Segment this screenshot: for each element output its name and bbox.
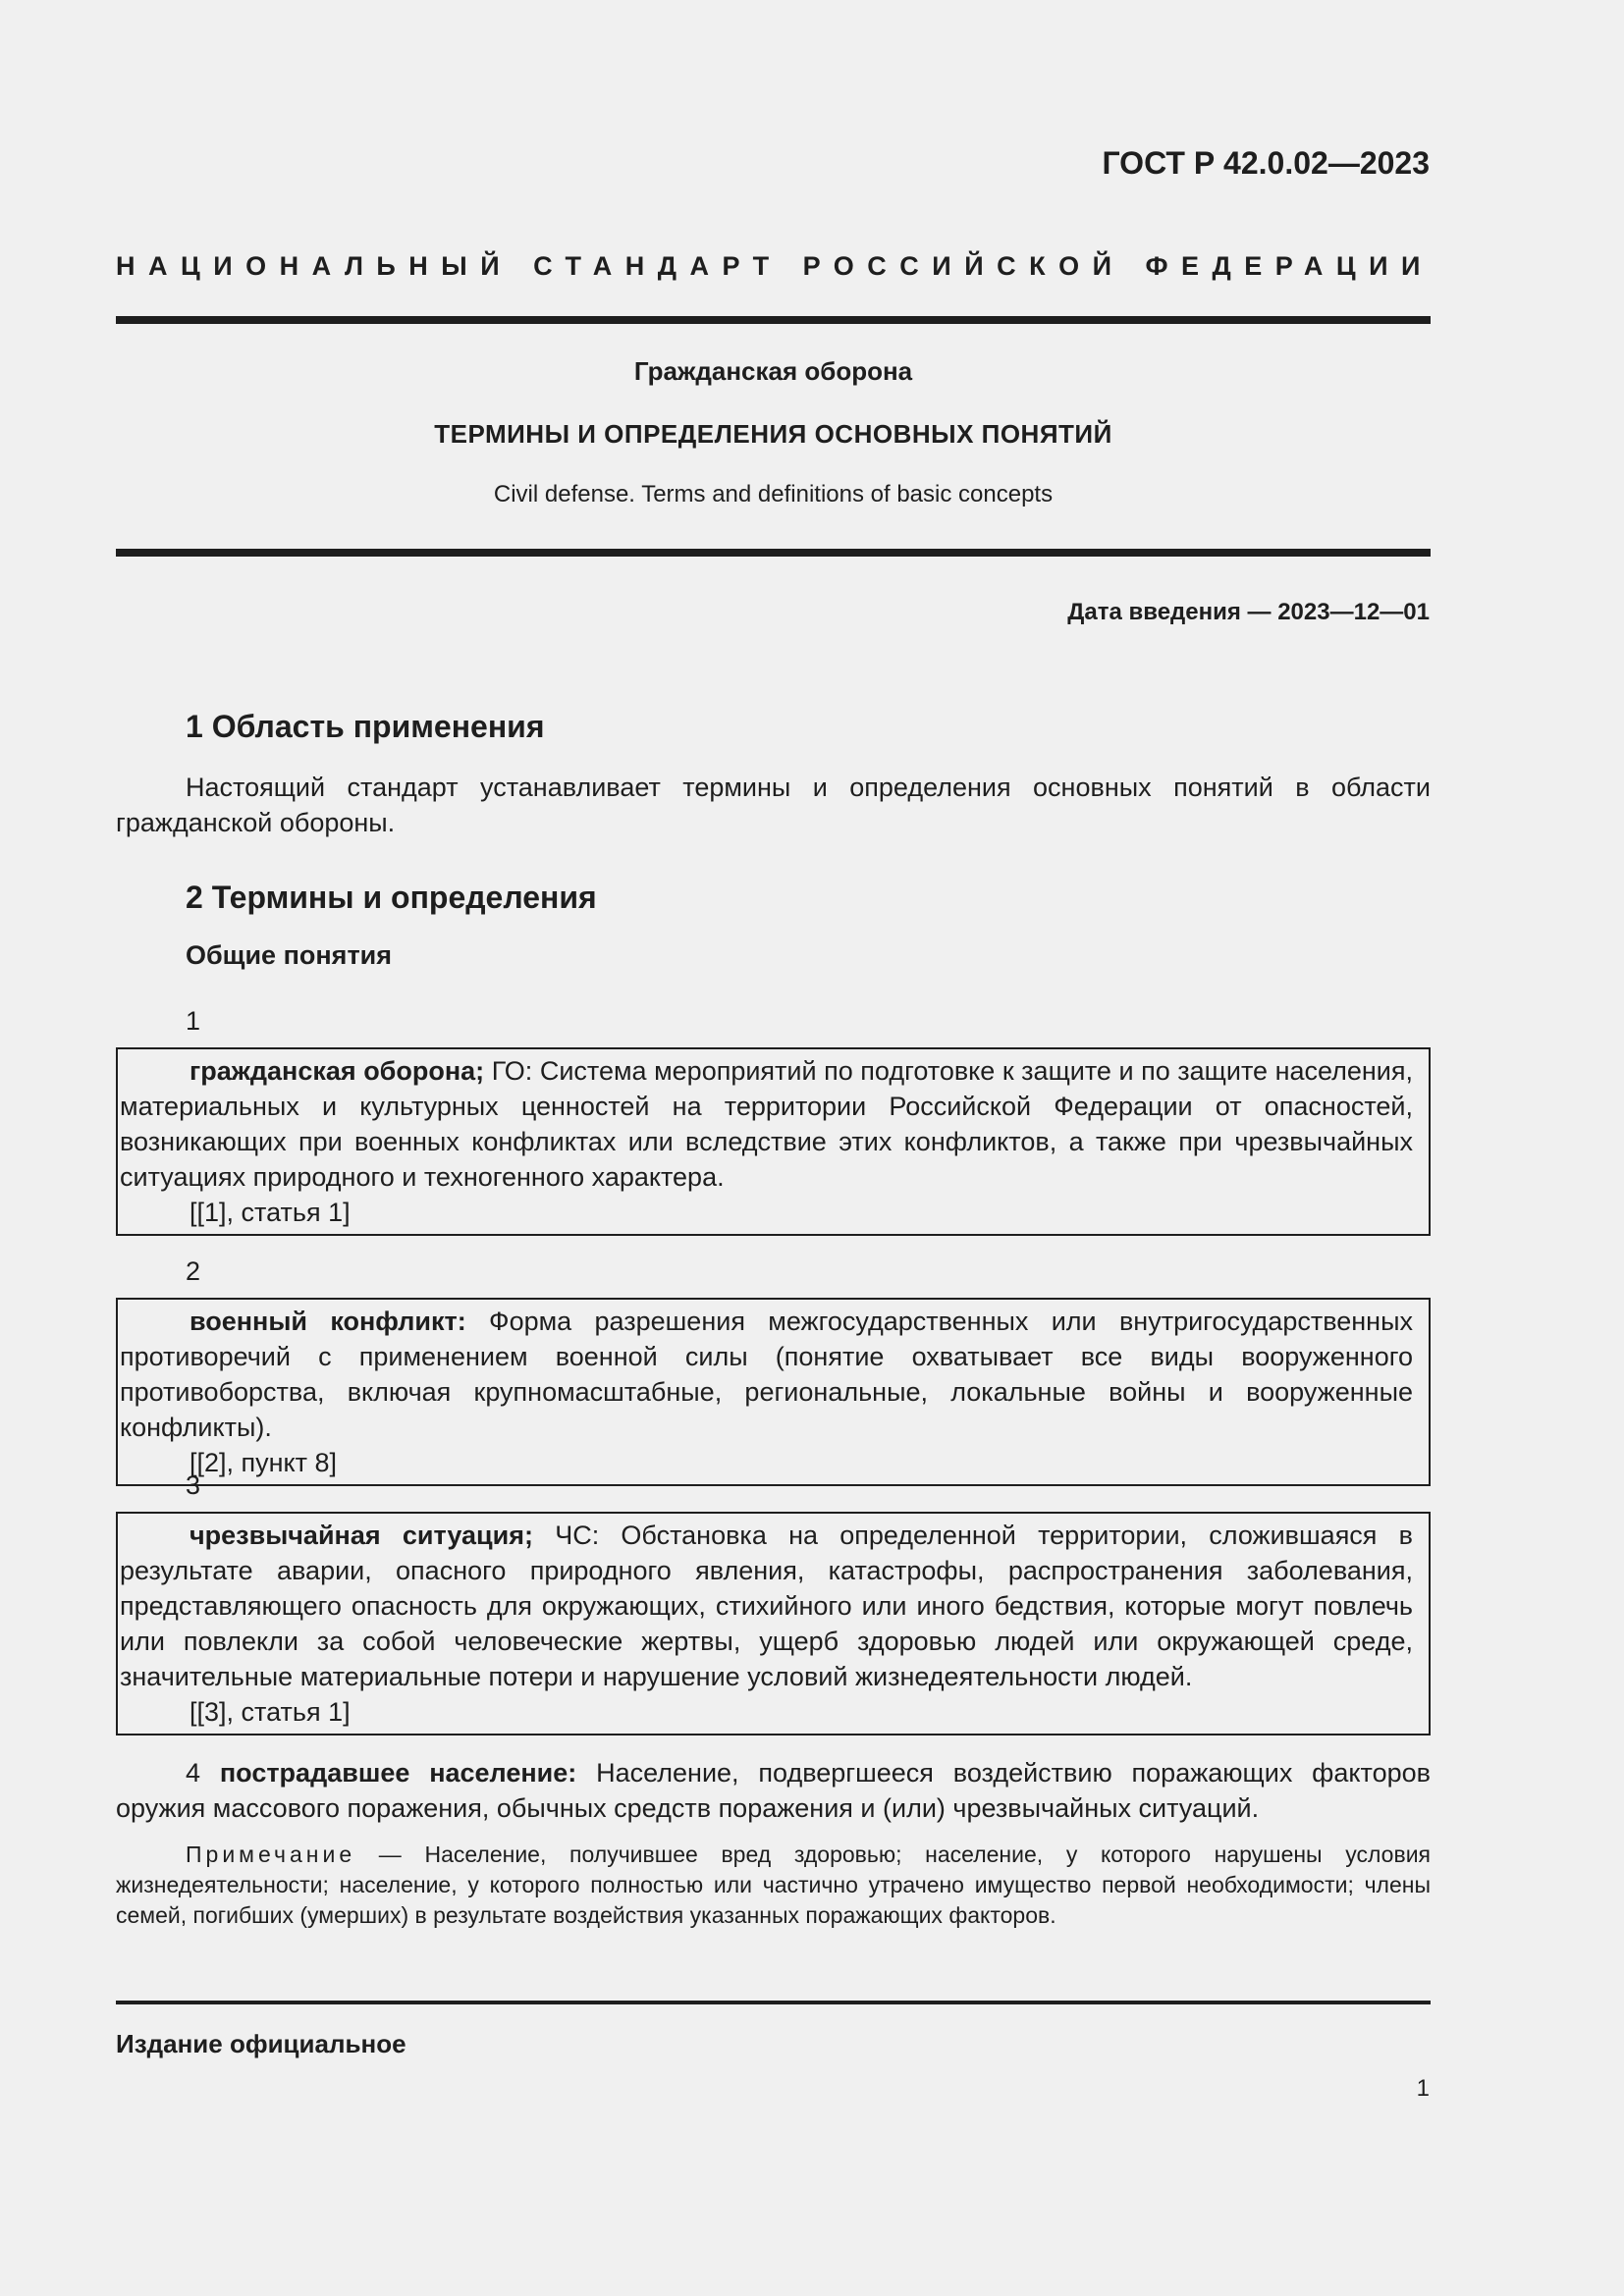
general-concepts-subheading: Общие понятия <box>186 940 393 970</box>
section-1-heading: 1 Область применения <box>186 709 545 744</box>
definition-text: Форма разрешения межгосударственных или внутригосударственных противоречий с применением военной силы (понятие охватывает все виды вооруженного противоборства, включая крупномасштабные, региональные, локальные войны и вооруженные конфликты). <box>120 1307 1413 1442</box>
term-name: чрезвычайная ситуация; <box>189 1521 533 1550</box>
term-reference: [[1], статья 1] <box>189 1198 351 1227</box>
term-definition <box>120 1518 1413 1694</box>
term-reference: [[3], статья 1] <box>189 1697 351 1727</box>
national-standard-label: НАЦИОНАЛЬНЫЙ СТАНДАРТ РОССИЙСКОЙ ФЕДЕРАЦИИ <box>116 251 1434 281</box>
definition-text: ГО: Система мероприятий по подготовке к защите и по защите населения, материальных и культурных ценностей на территории Российской Федерации от опасностей, возникающих при военных конфликтах или вследствие этих конфликтов, а также при чрезвычайных ситуациях природного и техногенного характера. <box>120 1056 1413 1192</box>
term-name: военный конфликт: <box>189 1307 466 1336</box>
term-definition <box>120 1304 1413 1445</box>
subject-title: Гражданская оборона <box>633 356 913 386</box>
main-title: ТЕРМИНЫ И ОПРЕДЕЛЕНИЯ ОСНОВНЫХ ПОНЯТИЙ <box>434 419 1112 449</box>
section-2-heading: 2 Термины и определения <box>186 880 597 915</box>
section-1-text: Настоящий стандарт устанавливает термины и определения основных понятий в области гражданской обороны. <box>116 773 1431 837</box>
term-reference: [[2], пункт 8] <box>189 1448 338 1477</box>
term-box <box>116 1298 1431 1486</box>
term-name: пострадавшее население: <box>219 1758 577 1788</box>
term-number: 2 <box>186 1256 201 1286</box>
footer-rule <box>116 2001 1431 2004</box>
term-box <box>116 1512 1431 1735</box>
page-number: 1 <box>1416 2075 1430 2102</box>
edition-label: Издание официальное <box>116 2029 406 2058</box>
definition-text: ЧС: Обстановка на определенной территории, сложившаяся в результате аварии, опасного природного явления, катастрофы, распространения заболевания, представляющего опасность для окружающих, стихийного или иного бедствия, которые могут повлечь или повлекли за собой человеческие жертвы, ущерб здоровью людей или окружающей среде, значительные материальные потери и нарушение условий жизнедеятельности людей. <box>120 1521 1413 1691</box>
term-number: 3 <box>186 1470 201 1500</box>
term-box <box>116 1047 1431 1236</box>
term-definition <box>120 1053 1413 1195</box>
term-number: 1 <box>186 1006 201 1036</box>
title-bottom-rule <box>116 549 1431 557</box>
document-number: ГОСТ Р 42.0.02—2023 <box>1102 145 1430 181</box>
note-text: — Население, получившее вред здоровью; население, у которого нарушены условия жизнедеятельности; население, у которого полностью или частично утрачено имущество первой необходимости; члены семей, погибших (умерших) в результате воздействия указанных поражающих факторов. <box>116 1842 1431 1928</box>
intro-date: Дата введения — 2023—12—01 <box>1067 599 1430 625</box>
term-name: гражданская оборона; <box>189 1056 485 1086</box>
definition-text: Население, подвергшееся воздействию поражающих факторов оружия массового поражения, обычных средств поражения и (или) чрезвычайных ситуаций. <box>116 1758 1431 1823</box>
note-label: Примечание <box>186 1842 356 1867</box>
term-number: 4 <box>186 1758 201 1788</box>
term-4-paragraph <box>116 1755 1431 1826</box>
english-title: Civil defense. Terms and definitions of basic concepts <box>493 481 1054 507</box>
note-paragraph <box>116 1840 1431 1931</box>
top-rule <box>116 316 1431 324</box>
